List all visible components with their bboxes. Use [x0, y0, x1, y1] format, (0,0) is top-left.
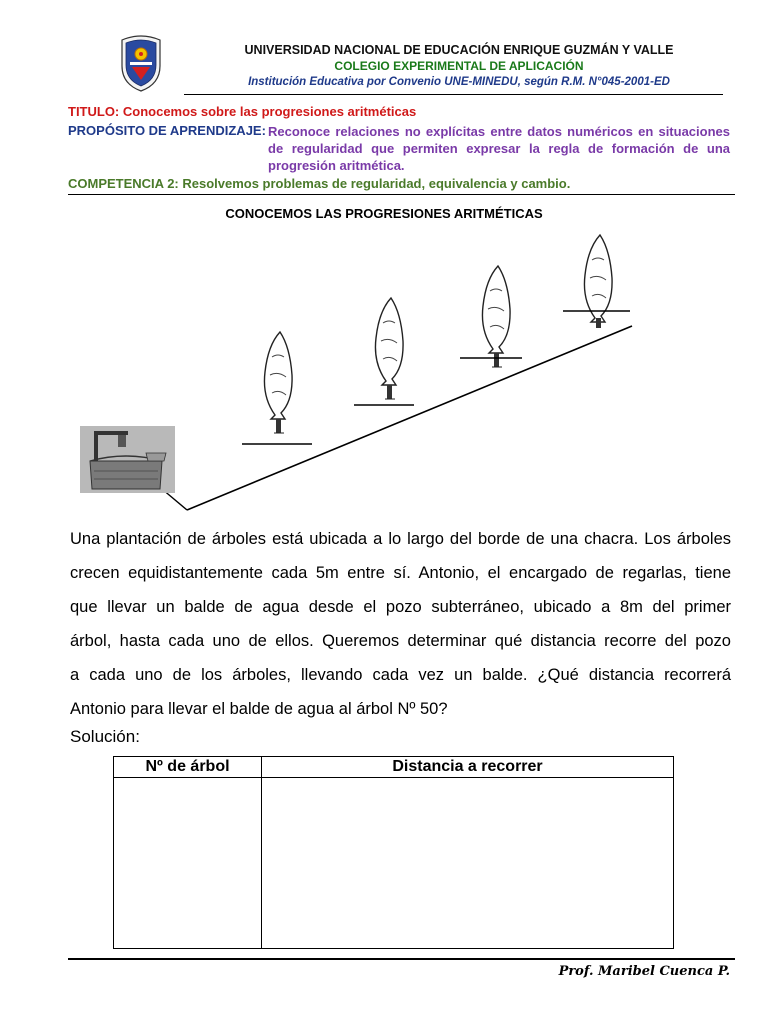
problem-line: a cada uno de los árboles, llevando cada vez un balde. ¿Qué distancia recorrerá: [70, 666, 731, 684]
lesson-title: TITULO: Conocemos sobre las progresiones aritméticas: [68, 104, 417, 119]
table-row: [114, 778, 674, 949]
purpose-line: Reconoce relaciones no explícitas entre datos numéricos en situaciones: [268, 124, 730, 139]
tree-icon: [264, 332, 292, 433]
problem-line: Una plantación de árboles está ubicada a lo largo del borde de una chacra. Los árboles: [70, 530, 731, 548]
meta-divider: [68, 194, 735, 195]
teacher-signature: Prof. Maribel Cuenca P.: [558, 964, 730, 979]
answer-cell-distance[interactable]: [262, 778, 674, 949]
university-shield-logo: [118, 34, 164, 92]
tree-icon: [375, 298, 403, 399]
university-name: UNIVERSIDAD NACIONAL DE EDUCACIÓN ENRIQUE GUZMÁN Y VALLE: [244, 43, 674, 57]
school-name: COLEGIO EXPERIMENTAL DE APLICACIÓN: [334, 59, 584, 73]
water-well-icon: [80, 426, 175, 493]
header-divider: [184, 94, 723, 95]
solution-table: [113, 756, 674, 949]
problem-statement: [70, 522, 731, 726]
answer-cell-tree-number[interactable]: [114, 778, 262, 949]
column-header-tree-number: Nº de árbol: [114, 757, 262, 778]
column-header-distance: Distancia a recorrer: [262, 757, 674, 778]
purpose-line: de regularidad que permiten expresar la regla de formación de una: [268, 141, 730, 156]
purpose-text: [268, 123, 730, 174]
institution-note: Institución Educativa por Convenio UNE-MINEDU, según R.M. N°045-2001-ED: [248, 76, 670, 88]
purpose-line: progresión aritmética.: [268, 158, 405, 173]
slope-line: [187, 326, 632, 510]
footer-divider: [68, 958, 735, 960]
table-header-row: [114, 757, 674, 778]
purpose-label: PROPÓSITO DE APRENDIZAJE:: [68, 123, 266, 138]
competency: COMPETENCIA 2: Resolvemos problemas de regularidad, equivalencia y cambio.: [68, 176, 571, 191]
tree-icon: [482, 266, 510, 367]
problem-line: árbol, hasta cada uno de ellos. Queremos determinar qué distancia recorre del pozo: [70, 632, 731, 650]
solution-label: Solución:: [70, 727, 140, 746]
section-title: CONOCEMOS LAS PROGRESIONES ARITMÉTICAS: [225, 206, 543, 221]
problem-line: que llevar un balde de agua desde el pozo subterráneo, ubicado a 8m del primer: [70, 598, 731, 616]
tree-icon: [584, 235, 612, 328]
problem-line: crecen equidistantemente cada 5m entre sí. Antonio, el encargado de regarlas, tiene: [70, 564, 731, 582]
problem-line: Antonio para llevar el balde de agua al árbol Nº 50?: [70, 700, 448, 718]
illustration: [70, 225, 750, 525]
